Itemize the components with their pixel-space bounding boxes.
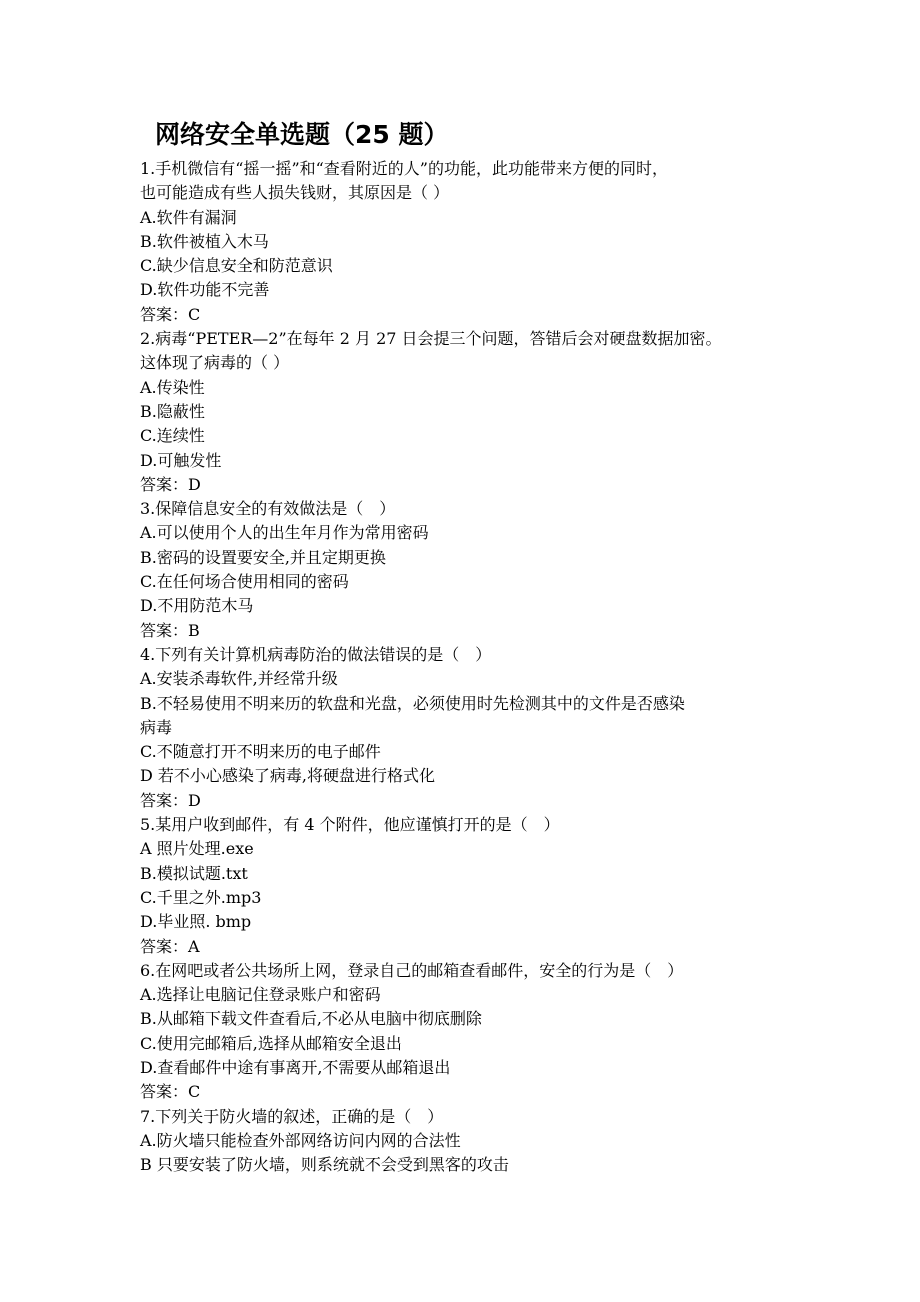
question-stem: 1.手机微信有“摇一摇”和“查看附近的人”的功能，此功能带来方便的同时，	[140, 159, 668, 178]
option-c: C.使用完邮箱后,选择从邮箱安全退出	[140, 1033, 402, 1053]
question-stem: 6.在网吧或者公共场所上网，登录自己的邮箱查看邮件，安全的行为是（ ）	[140, 960, 684, 980]
option-b: B.密码的设置要安全,并且定期更换	[140, 547, 386, 567]
document-title: 网络安全单选题（25 题）	[155, 120, 449, 149]
option-a: A.软件有漏洞	[140, 207, 237, 227]
option-b-continued: 病毒	[140, 717, 173, 737]
option-c: C.连续性	[140, 426, 205, 446]
answer-line: 答案：A	[140, 936, 200, 956]
option-d: D.软件功能不完善	[140, 280, 270, 300]
answer-line: 答案：D	[140, 474, 201, 494]
question-item	[140, 157, 800, 327]
question-item	[140, 959, 800, 1105]
option-d: D 若不小心感染了病毒,将硬盘进行格式化	[140, 766, 436, 786]
option-d: D.查看邮件中途有事离开,不需要从邮箱退出	[140, 1057, 451, 1077]
question-stem: 2.病毒“PETER—2”在每年 2 月 27 日会提三个问题，答错后会对硬盘数据加密。	[140, 329, 722, 349]
question-item	[140, 643, 800, 813]
question-item	[140, 1105, 800, 1178]
option-d: D.不用防范木马	[140, 596, 254, 616]
option-b: B.隐蔽性	[140, 401, 205, 421]
option-b: B 只要安装了防火墙，则系统就不会受到黑客的攻击	[140, 1155, 509, 1175]
question-stem: 5.某用户收到邮件，有 4 个附件，他应谨慎打开的是（ ）	[140, 815, 560, 835]
question-stem: 4.下列有关计算机病毒防治的做法错误的是（ ）	[140, 644, 492, 664]
answer-line: 答案：C	[140, 1082, 201, 1102]
option-a: A.传染性	[140, 377, 205, 397]
answer-line: 答案：D	[140, 790, 201, 810]
option-d: D.可触发性	[140, 450, 222, 470]
answer-line: 答案：C	[140, 304, 201, 324]
question-list	[140, 157, 800, 1177]
option-b: B.模拟试题.txt	[140, 863, 248, 883]
option-c: C.不随意打开不明来历的电子邮件	[140, 742, 381, 762]
answer-line: 答案：B	[140, 620, 200, 640]
option-d: D.毕业照. bmp	[140, 912, 252, 932]
option-c: C.千里之外.mp3	[140, 887, 262, 907]
question-item	[140, 327, 800, 497]
option-b: B.不轻易使用不明来历的软盘和光盘，必须使用时先检测其中的文件是否感染	[140, 693, 685, 713]
question-item	[140, 813, 800, 959]
option-c: C.缺少信息安全和防范意识	[140, 256, 333, 276]
question-stem: 7.下列关于防火墙的叙述，正确的是（ ）	[140, 1106, 444, 1126]
question-stem: 也可能造成有些人损失钱财，其原因是（ ）	[140, 183, 450, 203]
question-stem: 3.保障信息安全的有效做法是（ ）	[140, 499, 396, 519]
question-item	[140, 497, 800, 643]
option-b: B.软件被植入木马	[140, 231, 269, 251]
option-b: B.从邮箱下载文件查看后,不必从电脑中彻底删除	[140, 1009, 482, 1029]
option-a: A 照片处理.exe	[140, 839, 254, 859]
option-c: C.在任何场合使用相同的密码	[140, 572, 349, 592]
option-a: A.选择让电脑记住登录账户和密码	[140, 985, 381, 1005]
question-stem: 这体现了病毒的（ ）	[140, 353, 290, 373]
option-a: A.安装杀毒软件,并经常升级	[140, 669, 338, 689]
option-a: A.可以使用个人的出生年月作为常用密码	[140, 523, 429, 543]
option-a: A.防火墙只能检查外部网络访问内网的合法性	[140, 1130, 461, 1150]
